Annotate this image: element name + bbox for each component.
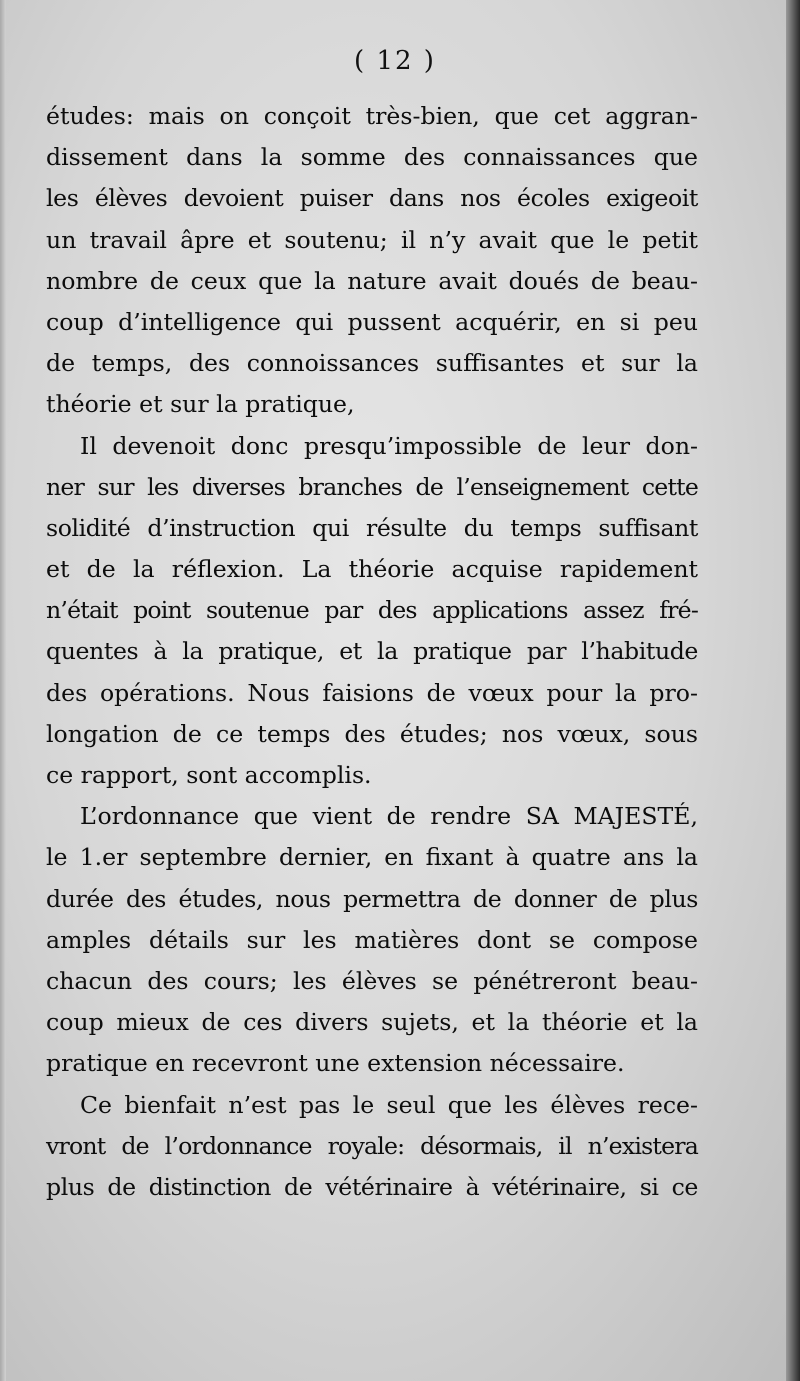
body-text: [46, 96, 698, 1208]
page-left-edge: [0, 0, 6, 1381]
text-line: ce rapport, sont accomplis.: [46, 761, 372, 789]
text-line: théorie et sur la pratique,: [46, 390, 355, 419]
paragraph-4: [46, 1085, 698, 1209]
text-line: durée des études, nous permettra de donner de plus: [46, 884, 698, 913]
text-line: et de la réflexion. La théorie acquise rapidement: [46, 555, 698, 584]
text-line: nombre de ceux que la nature avait doués de beau-: [46, 266, 698, 295]
text-line: pratique en recevront une extension nécessaire.: [46, 1049, 625, 1078]
page-right-edge: [786, 0, 800, 1381]
text-line: n’était point soutenue par des applications assez fré-: [46, 596, 698, 625]
text-line: longation de ce temps des études; nos vœux, sous: [46, 719, 698, 748]
paragraph-3: [46, 796, 698, 1084]
text-line: solidité d’instruction qui résulte du temps suffisant: [46, 513, 698, 542]
text-line: L’ordonnance que vient de rendre SA MAJESTÉ,: [80, 802, 698, 831]
text-line: chacun des cours; les élèves se pénétreront beau-: [46, 966, 698, 995]
text-line: Ce bienfait n’est pas le seul que les élèves rece-: [80, 1090, 698, 1119]
text-line: le 1.er septembre dernier, en fixant à quatre ans la: [46, 843, 698, 872]
text-line: amples détails sur les matières dont se compose: [46, 925, 698, 954]
text-line: un travail âpre et soutenu; il n’y avait que le petit: [46, 225, 698, 254]
text-line: plus de distinction de vétérinaire à vétérinaire, si ce: [46, 1172, 698, 1201]
page-number: ( 12 ): [354, 46, 436, 76]
text-line: dissement dans la somme des connaissances que: [46, 143, 698, 172]
text-line: vront de l’ordonnance royale: désormais, il n’existera: [46, 1131, 698, 1160]
text-line: ner sur les diverses branches de l’enseignement cette: [46, 472, 698, 501]
text-line: de temps, des connoissances suffisantes et sur la: [46, 349, 698, 378]
paragraph-2: [46, 426, 698, 797]
text-line: coup mieux de ces divers sujets, et la théorie et la: [46, 1008, 698, 1037]
text-line: les élèves devoient puiser dans nos écoles exigeoit: [46, 184, 698, 213]
text-line: quentes à la pratique, et la pratique par l’habitude: [46, 637, 698, 666]
text-line: études: mais on conçoit très-bien, que cet aggran-: [46, 102, 698, 130]
paragraph-1: [46, 96, 698, 426]
text-line: coup d’intelligence qui pussent acquérir, en si peu: [46, 307, 698, 336]
text-line: Il devenoit donc presqu’impossible de leur don-: [80, 431, 698, 460]
text-line: des opérations. Nous faisions de vœux pour la pro-: [46, 678, 698, 707]
